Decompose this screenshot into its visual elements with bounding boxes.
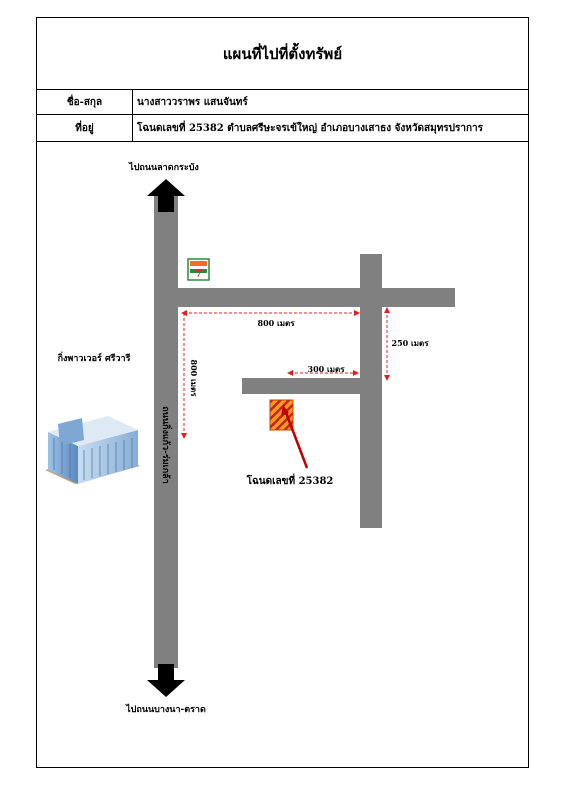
parcel-pointer [285,410,307,468]
upper-side-road [178,288,455,307]
dimension-arrow-icon [287,370,293,376]
dimension-arrow-icon [384,307,390,313]
address-label: ที่อยู่ [37,115,133,141]
distance-800-horizontal: 800 เมตร [257,318,295,328]
dimension-arrow-icon [354,310,360,316]
distance-800-vertical: 800 เมตร [189,359,199,397]
lower-side-road [242,378,360,394]
seven-eleven-icon [188,259,209,280]
svg-text:7: 7 [195,270,202,280]
distance-250: 250 เมตร [391,338,429,348]
building-icon [45,416,140,484]
name-value: นางสาววราพร แสนจันทร์ [137,96,248,108]
page-title: แผนที่ไปที่ตั้งทรัพย์ [37,18,528,90]
parcel-label: โฉนดเลขที่ 25382 [246,476,334,487]
distance-300: 300 เมตร [307,364,345,374]
name-label: ชื่อ-สกุล [37,90,133,114]
north-arrow-icon [147,179,185,212]
right-vertical-road [360,254,382,528]
dimension-arrow-icon [353,370,359,376]
main-road-label: ถนนกิ่งแก้ว-ร่มเกล้า [160,406,170,484]
dimension-arrow-icon [181,433,187,439]
top-destination-label: ไปถนนลาดกระบัง [129,163,199,173]
bottom-destination-label: ไปถนนบางนา-ตราด [126,705,206,715]
landmark-label: กิ่งพาวเวอร์ ศรีวารี [57,354,131,364]
address-value: โฉนดเลขที่ 25382 ตำบลศรีษะจรเข้ใหญ่ อำเภอบางเสาธง จังหวัดสมุทรปราการ [137,122,484,134]
south-arrow-icon [147,664,185,697]
dimension-arrow-icon [384,375,390,381]
